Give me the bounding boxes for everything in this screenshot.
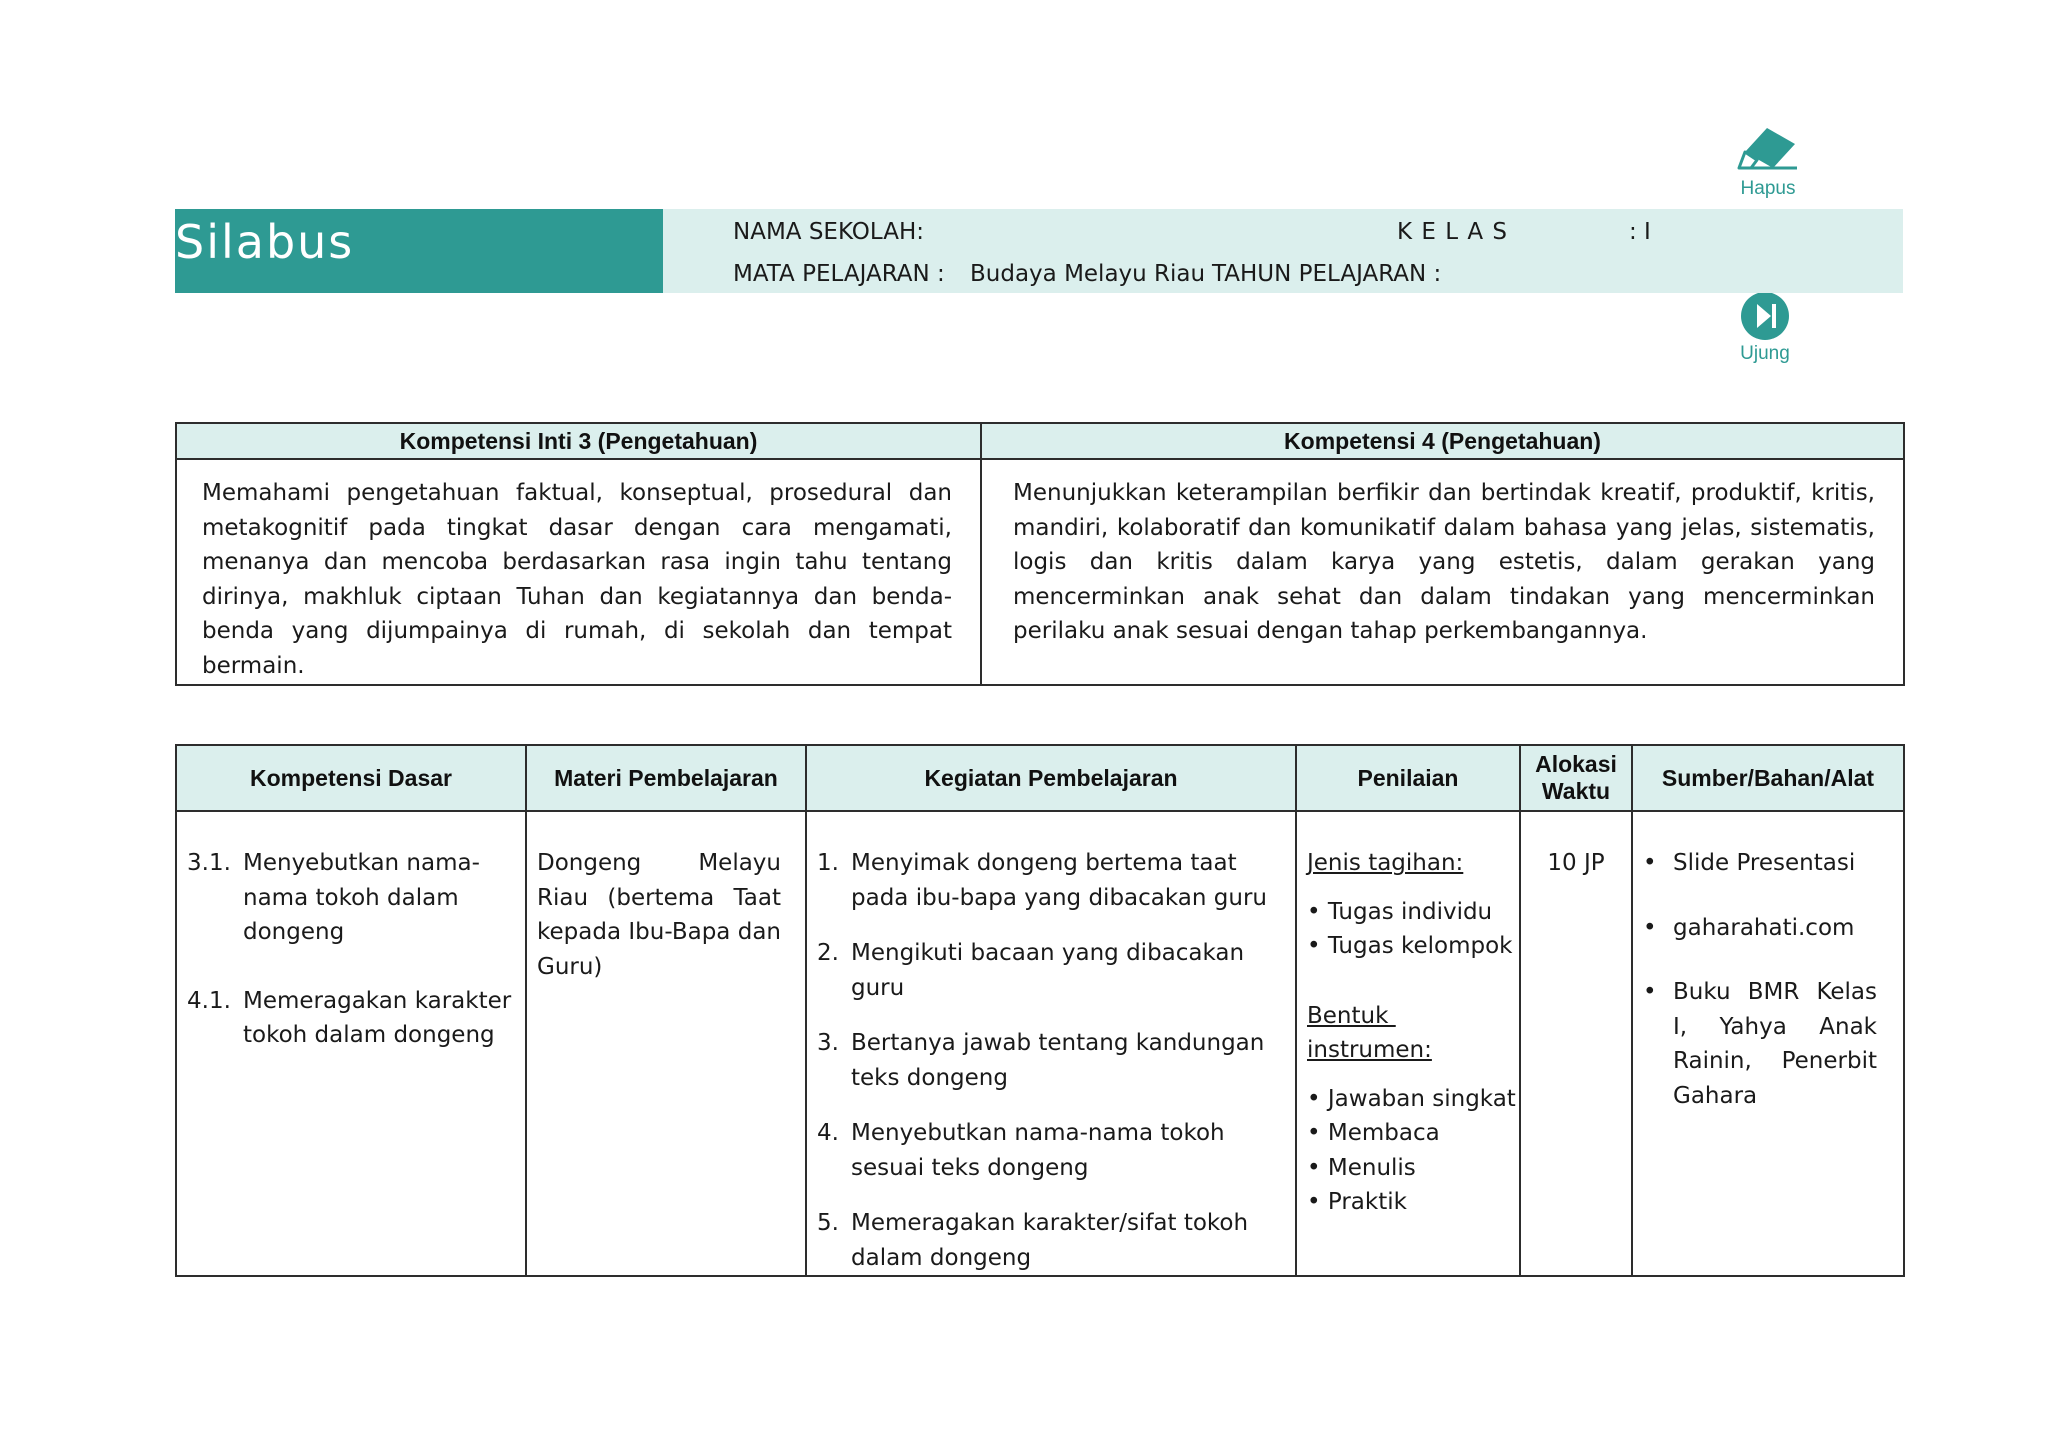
ki4-header: Kompetensi 4 (Pengetahuan) — [981, 423, 1904, 459]
title-banner — [175, 209, 663, 293]
ki4-text: Menunjukkan keterampilan berfikir dan bertindak kreatif, produktif, kritis, mandiri, kolaboratif dan komunikatif dalam bahasa yang jelas, sistematis, logis dan kritis dalam karya yang estetis, dalam gerakan yang mencerminkan anak sehat dan dalam tindakan yang mencerminkan perilaku anak sesuai dengan tahap perkembangannya. — [1013, 480, 1875, 644]
bullet: • — [1643, 850, 1657, 876]
eraser-icon — [1737, 124, 1799, 176]
page-title: Silabus — [175, 215, 355, 269]
ki4-cell — [981, 459, 1904, 685]
erase-label: Hapus — [1740, 178, 1796, 199]
list-item — [1643, 911, 1877, 946]
kegiatan-cell — [806, 811, 1296, 1276]
activity-number: 1. — [817, 850, 839, 876]
list-item — [1643, 846, 1877, 881]
alokasi-header-line1: Alokasi — [1535, 751, 1617, 777]
list-item: • Menulis — [1307, 1154, 1416, 1181]
kd-header: Kompetensi Dasar — [176, 745, 526, 811]
materi-text: Dongeng Melayu Riau (bertema Taat kepada Ibu-Bapa dan Guru) — [537, 850, 781, 980]
activity-number: 4. — [817, 1120, 839, 1146]
alokasi-value: 10 JP — [1547, 850, 1605, 876]
erase-tool[interactable] — [1738, 124, 1798, 200]
kd-text: Menyebutkan nama-nama tokoh dalam dongeng — [243, 850, 480, 945]
sumber-cell — [1632, 811, 1904, 1276]
bullet: • — [1643, 914, 1657, 941]
sumber-header: Sumber/Bahan/Alat — [1632, 745, 1904, 811]
list-item: • Tugas individu — [1307, 898, 1493, 925]
list-item — [817, 846, 1275, 915]
end-tool[interactable] — [1730, 291, 1800, 365]
materi-cell — [526, 811, 806, 1276]
list-item — [187, 984, 515, 1053]
class-value: : I — [1629, 219, 1651, 245]
kd-number: 3.1. — [187, 850, 231, 876]
subject-value: Budaya Melayu Riau — [970, 261, 1206, 287]
list-item: • Praktik — [1307, 1189, 1407, 1215]
kd-text: Memeragakan karakter tokoh dalam dongeng — [243, 987, 512, 1048]
source-text: Slide Presentasi — [1673, 850, 1856, 876]
bentuk-label-line1: Bentuk — [1307, 1002, 1396, 1029]
materi-header: Materi Pembelajaran — [526, 745, 806, 811]
activity-text: Menyebutkan nama-nama tokoh sesuai teks dongeng — [851, 1120, 1225, 1181]
kd-number: 4.1. — [187, 987, 231, 1014]
activity-text: Memeragakan karakter/sifat tokoh dalam dongeng — [851, 1210, 1249, 1271]
list-item: • Jawaban singkat — [1307, 1085, 1516, 1112]
skip-to-end-icon — [1740, 291, 1790, 341]
list-item — [817, 1206, 1275, 1275]
source-text: gaharahati.com — [1673, 914, 1855, 941]
list-item — [817, 936, 1275, 1005]
activity-number: 2. — [817, 940, 839, 966]
tagihan-label: Jenis tagihan: — [1307, 850, 1464, 876]
activity-text: Menyimak dongeng bertema taat pada ibu-bapa yang dibacakan guru — [851, 850, 1267, 911]
activity-number: 3. — [817, 1030, 839, 1056]
alokasi-cell — [1520, 811, 1632, 1276]
bentuk-label-line2: instrumen: — [1307, 1037, 1432, 1063]
bullet: • — [1643, 979, 1657, 1005]
ki3-text: Memahami pengetahuan faktual, konseptual, prosedural dan metakognitif pada tingkat dasar dengan cara mengamati, menanya dan mencoba berdasarkan rasa ingin tahu tentang dirinya, makhluk ciptaan Tuhan dan kegiatannya dan benda-benda yang dijumpainya di rumah, di sekolah dan tempat bermain. — [202, 480, 952, 679]
source-text: Buku BMR Kelas I, Yahya Anak Rainin, Penerbit Gahara — [1673, 979, 1877, 1109]
ki3-cell — [176, 459, 981, 685]
ki3-header: Kompetensi Inti 3 (Pengetahuan) — [176, 423, 981, 459]
syllabus-table — [175, 744, 1905, 1277]
activity-number: 5. — [817, 1210, 839, 1236]
penilaian-header: Penilaian — [1296, 745, 1520, 811]
school-label: NAMA SEKOLAH: — [733, 219, 925, 245]
list-item — [817, 1026, 1275, 1095]
end-label: Ujung — [1740, 343, 1790, 364]
list-item: • Membaca — [1307, 1120, 1440, 1146]
ki-table — [175, 422, 1905, 686]
activity-text: Bertanya jawab tentang kandungan teks dongeng — [851, 1030, 1265, 1091]
subject-label: MATA PELAJARAN : — [733, 261, 945, 287]
list-item — [187, 846, 515, 950]
alokasi-header — [1520, 745, 1632, 811]
activity-text: Mengikuti bacaan yang dibacakan guru — [851, 940, 1245, 1001]
list-item: • Tugas kelompok — [1307, 933, 1513, 959]
kegiatan-header: Kegiatan Pembelajaran — [806, 745, 1296, 811]
penilaian-cell — [1296, 811, 1520, 1276]
list-item — [1643, 975, 1877, 1113]
alokasi-header-line2: Waktu — [1541, 778, 1611, 804]
header-info — [663, 209, 1903, 293]
list-item — [817, 1116, 1275, 1185]
class-label: K E L A S — [1397, 219, 1509, 245]
kd-cell — [176, 811, 526, 1276]
year-label: TAHUN PELAJARAN : — [1212, 261, 1442, 287]
